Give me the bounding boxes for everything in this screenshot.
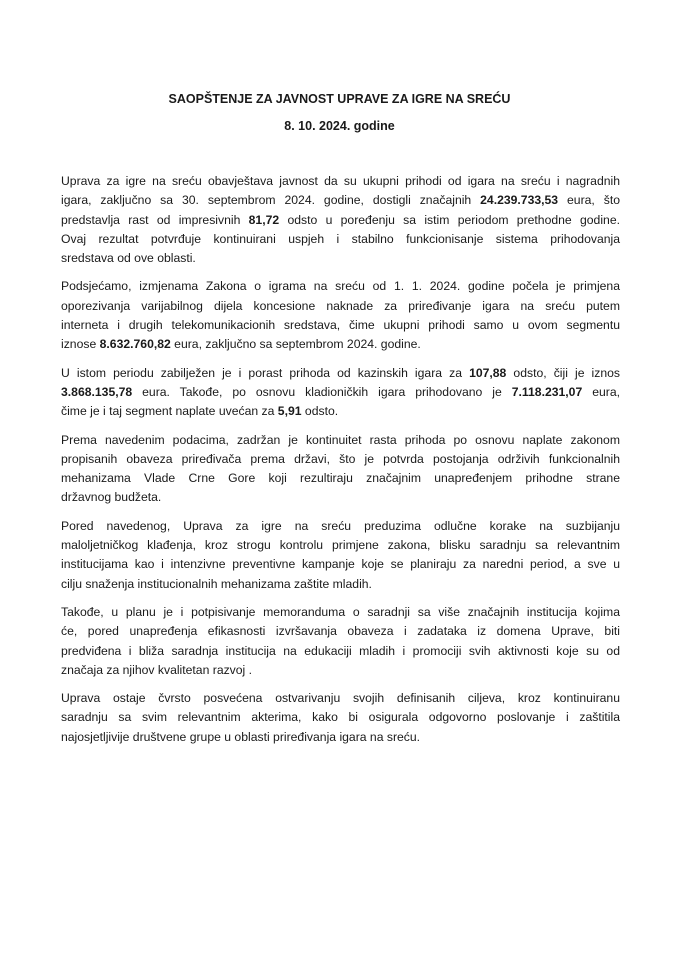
text-line — [61, 335, 620, 354]
text-line — [61, 642, 620, 661]
text-segment: institucijama kao i intenzivne preventivne kampanje koje se planiraju za naredni period, a sve u — [61, 557, 620, 572]
text-segment: sredstava od ove oblasti. — [61, 251, 196, 266]
text-line — [61, 708, 620, 727]
text-segment: oporezivanja varijabilnog dijela koncesione naknade za priređivanje igara na sreću putem — [61, 298, 620, 313]
text-line — [61, 249, 620, 268]
text-line — [61, 517, 620, 536]
bold-figure: 7.118.231,07 — [511, 384, 583, 399]
text-segment: predstavlja rast od impresivnih — [61, 212, 249, 227]
bold-figure: 24.239.733,53 — [480, 193, 559, 208]
bold-figure: 81,72 — [248, 212, 280, 227]
text-line — [61, 469, 620, 488]
text-line — [61, 211, 620, 230]
text-line — [61, 450, 620, 469]
text-segment: Ovaj rezultat potvrđuje kontinuirani uspjeh i stabilno funkcionisanje sistema prihodovanja — [61, 231, 620, 246]
text-line — [61, 402, 620, 421]
text-segment: čime je i taj segment naplate uvećan za — [61, 404, 278, 419]
text-line — [61, 431, 620, 450]
text-line — [61, 383, 620, 402]
bold-figure: 3.868.135,78 — [61, 384, 133, 399]
text-segment: značaja za njihov kvalitetan razvoj . — [61, 662, 253, 677]
text-line — [61, 277, 620, 296]
text-line — [61, 488, 620, 507]
text-line — [61, 536, 620, 555]
paragraph — [61, 172, 620, 268]
text-segment: eura, što — [558, 193, 620, 208]
text-segment: mehanizama Vlade Crne Gore koji rezultiraju značajnim unapređenjem prihodne strane — [61, 471, 620, 486]
paragraph — [61, 364, 620, 422]
text-segment: državnog budžeta. — [61, 490, 162, 505]
paragraph — [61, 431, 620, 508]
bold-figure: 5,91 — [277, 404, 302, 419]
text-line — [61, 622, 620, 641]
text-segment: iznose — [61, 337, 100, 352]
text-segment: Uprava ostaje čvrsto posvećena ostvarivanju svojih definisanih ciljeva, kroz kontinuiranu — [61, 691, 620, 706]
text-segment: odsto. — [301, 404, 339, 419]
text-segment: eura. Takođe, po osnovu kladioničkih igara prihodovano je — [132, 384, 512, 399]
text-line — [61, 191, 620, 210]
text-line — [61, 728, 620, 747]
text-segment: Takođe, u planu je i potpisivanje memoranduma o saradnji sa više značajnih institucija kojima — [61, 604, 620, 619]
text-segment: odsto u poređenju sa istim periodom prethodne godine. — [279, 212, 620, 227]
bold-figure: 8.632.760,82 — [99, 337, 171, 352]
text-segment: predviđena i bliža saradnja institucija na edukaciji mladih i promociji svih aktivnosti koje su od — [61, 643, 620, 658]
text-line — [61, 603, 620, 622]
paragraph — [61, 277, 620, 354]
text-line — [61, 316, 620, 335]
text-line — [61, 661, 620, 680]
document-date: 8. 10. 2024. godine — [284, 119, 395, 133]
text-segment: U istom periodu zabilježen je i porast prihoda od kazinskih igara za — [61, 365, 470, 380]
text-segment: interneta i drugih telekomunikacionih sredstava, čime ukupni prihodi samo u ovom segmentu — [61, 318, 620, 333]
text-segment: propisanih obaveza priređivača prema državi, što je potvrda postojanja održivih funkcionalnih — [61, 451, 620, 466]
text-segment: odsto, čiji je iznos — [506, 365, 620, 380]
text-segment: najosjetljivije društvene grupe u oblasti priređivanja igara na sreću. — [61, 729, 421, 744]
text-line — [61, 364, 620, 383]
text-segment: eura, zaključno sa septembrom 2024. godine. — [170, 337, 421, 352]
text-segment: cilju snaženja institucionalnih mehanizama zaštite mladih. — [61, 576, 372, 591]
text-segment: Prema navedenim podacima, zadržan je kontinuitet rasta prihoda po osnovu naplate zakonom — [61, 432, 620, 447]
text-segment: će, pored unapređenja efikasnosti izvršavanja obaveza i zadataka iz domena Uprave, biti — [61, 624, 620, 639]
text-line — [61, 172, 620, 191]
bold-figure: 107,88 — [469, 365, 507, 380]
document-body — [61, 172, 620, 756]
text-segment: Pored navedenog, Uprava za igre na sreću preduzima odlučne korake na suzbijanju — [61, 518, 620, 533]
paragraph — [61, 689, 620, 747]
paragraph — [61, 603, 620, 680]
text-segment: saradnju sa svim relevantnim akterima, kako bi osigurala odgovorno poslovanje i zaštitila — [61, 710, 620, 725]
paragraph — [61, 517, 620, 594]
text-line — [61, 575, 620, 594]
text-segment: maloljetničkog klađenja, kroz strogu kontrolu primjene zakona, blisku saradnju sa relevantnim — [61, 538, 620, 553]
text-segment: Podsjećamo, izmjenama Zakona o igrama na sreću od 1. 1. 2024. godine počela je primjena — [61, 279, 620, 294]
text-line — [61, 297, 620, 316]
text-line — [61, 689, 620, 708]
text-line — [61, 555, 620, 574]
document-title: SAOPŠTENJE ZA JAVNOST UPRAVE ZA IGRE NA SREĆU — [168, 92, 511, 106]
text-line — [61, 230, 620, 249]
text-segment: Uprava za igre na sreću obavještava javnost da su ukupni prihodi od igara na sreću i nagradnih — [61, 174, 620, 188]
text-segment: eura, — [582, 384, 621, 399]
text-segment: igara, zaključno sa 30. septembrom 2024. godine, dostigli značajnih — [61, 193, 481, 208]
